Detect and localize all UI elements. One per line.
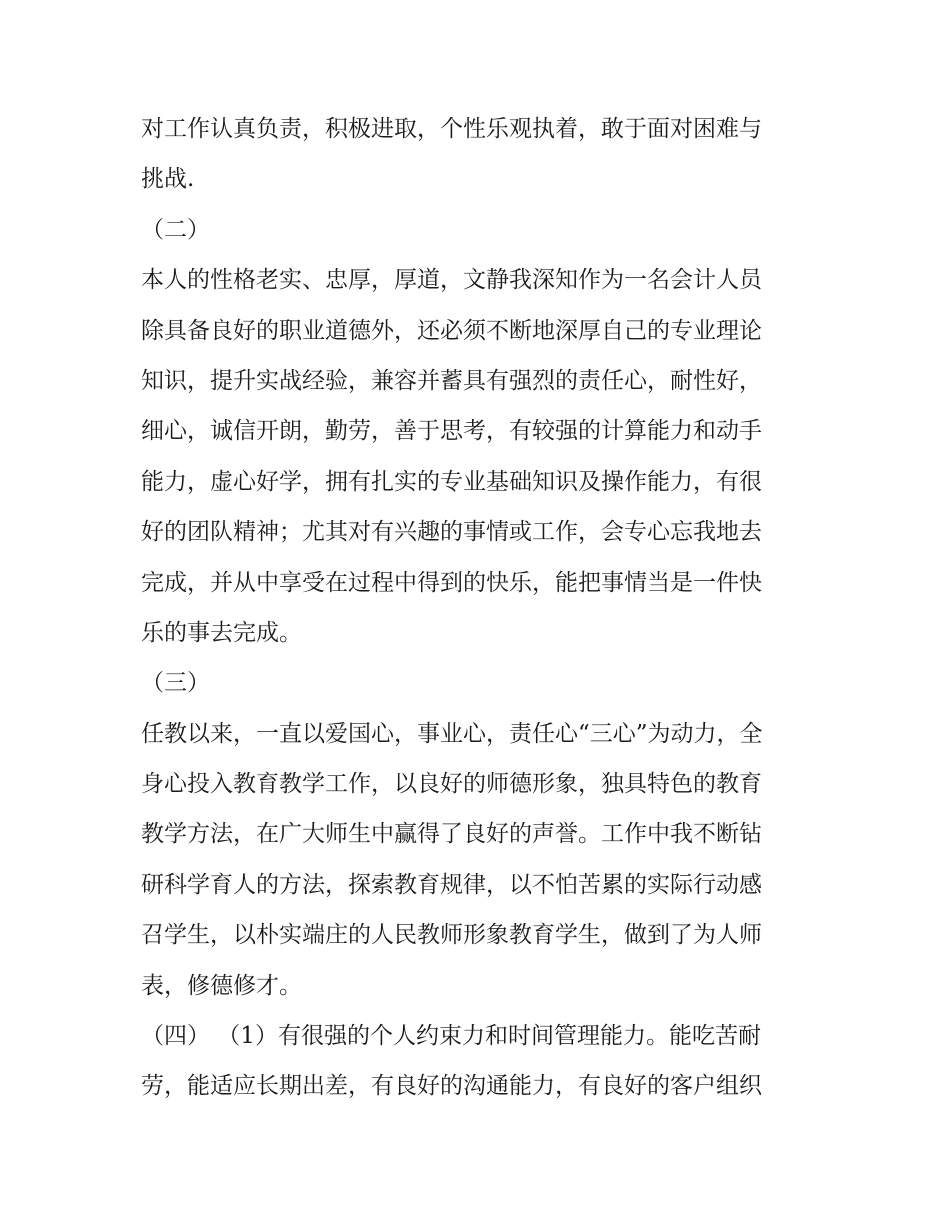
text-line: 身心投入教育教学工作，以良好的师德形象，独具特色的教育 — [141, 771, 762, 798]
text-line: 教学方法，在广大师生中赢得了良好的声誉。工作中我不断钻 — [141, 821, 762, 848]
text-line: 召学生，以朴实端庄的人民教师形象教育学生，做到了为人师 — [141, 922, 762, 949]
section-heading: （三） — [141, 670, 210, 697]
text-line: 劳，能适应长期出差，有良好的沟通能力，有良好的客户组织 — [141, 1073, 762, 1100]
text-line: 完成，并从中享受在过程中得到的快乐，能把事情当是一件快 — [141, 569, 762, 596]
text-line: 能力，虚心好学，拥有扎实的专业基础知识及操作能力，有很 — [141, 468, 762, 495]
text-line: 挑战. — [141, 166, 195, 193]
text-line: （四） （1）有很强的个人约束力和时间管理能力。能吃苦耐 — [141, 1023, 761, 1050]
section-heading: （二） — [141, 216, 210, 243]
text-line: 细心，诚信开朗，勤劳，善于思考，有较强的计算能力和动手 — [141, 418, 762, 445]
text-line: 本人的性格老实、忠厚，厚道，文静我深知作为一名会计人员 — [141, 267, 762, 294]
text-line: 任教以来，一直以爱国心，事业心，责任心“三心”为动力，全 — [141, 720, 763, 747]
text-line: 乐的事去完成。 — [141, 619, 302, 646]
text-line: 对工作认真负责，积极进取，个性乐观执着，敢于面对困难与 — [141, 116, 762, 142]
text-line: 除具备良好的职业道德外，还必须不断地深厚自己的专业理论 — [141, 317, 762, 344]
document-body — [141, 104, 821, 1112]
text-line: 研科学育人的方法，探索教育规律，以不怕苦累的实际行动感 — [141, 871, 762, 898]
text-line: 表，修德修才。 — [141, 972, 302, 999]
text-line: 知识，提升实战经验，兼容并蓄具有强烈的责任心，耐性好， — [141, 367, 762, 394]
text-line: 好的团队精神；尤其对有兴趣的事情或工作，会专心忘我地去 — [141, 519, 762, 546]
